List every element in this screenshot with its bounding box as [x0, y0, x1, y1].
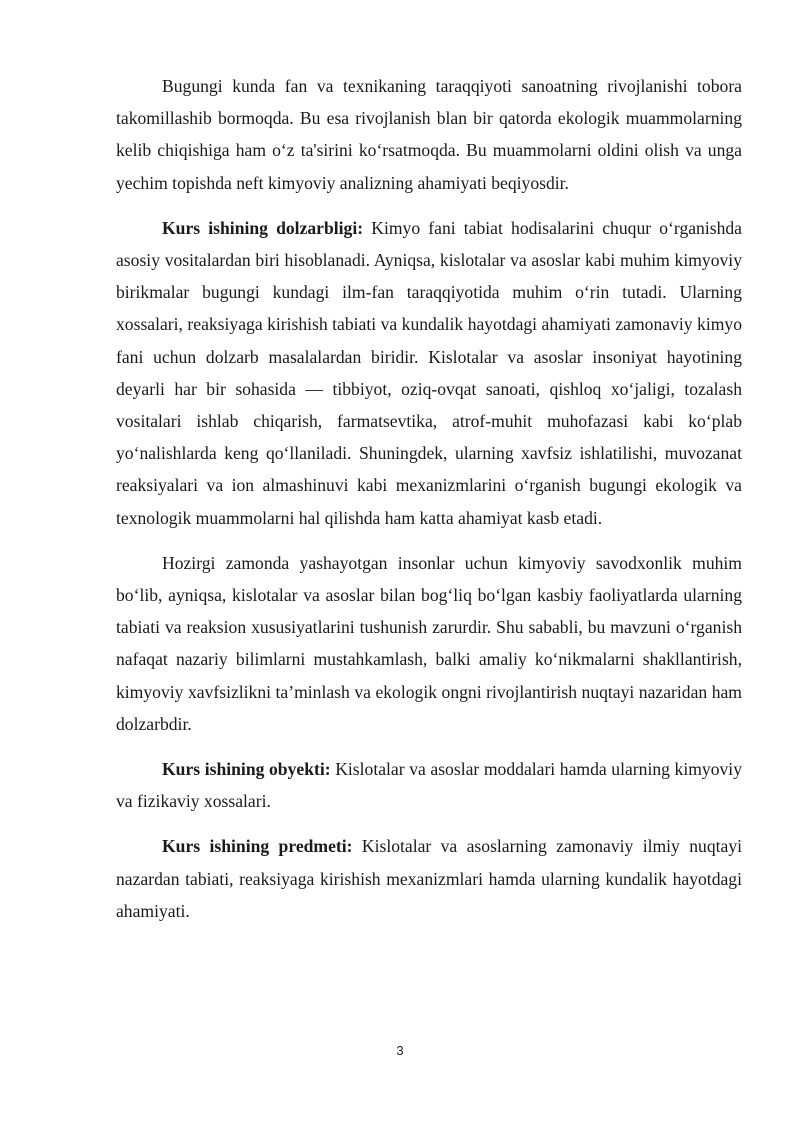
relevance-paragraph [116, 212, 742, 534]
object-paragraph [116, 753, 742, 817]
object-heading: Kurs ishining obyekti: [162, 759, 331, 780]
literacy-paragraph-text: Hozirgi zamonda yashayotgan insonlar uchun kimyoviy savodxonlik muhim bo‘lib, ayniqsa, kislotalar va asoslar bilan bog‘liq bo‘lgan kasbiy faoliyatlarda ularning tabiati va reaksion xususiyatlarini tushunish zarurdir. Shu sababli, bu mavzuni o‘rganish nafaqat nazariy bilimlarni mustahkamlash, balki amaliy ko‘nikmalarni shakllantirish, kimyoviy xavfsizlikni ta’minlash va ekologik ongni rivojlantirish nuqtayi nazaridan ham dolzarbdir. [116, 552, 742, 734]
intro-paragraph-text: Bugungi kunda fan va texnikaning taraqqiyoti sanoatning rivojlanishi tobora takomillashib bormoqda. Bu esa rivojlanish blan bir qatorda ekologik muammolarning kelib chiqishiga ham o‘z ta'sirini ko‘rsatmoqda. Bu muammolarni oldini olish va unga yechim topishda neft kimyoviy analizning ahamiyati beqiyosdir. [116, 76, 742, 193]
literacy-paragraph [116, 547, 742, 740]
intro-paragraph [116, 70, 742, 199]
relevance-heading: Kurs ishining dolzarbligi: [162, 217, 364, 238]
object-paragraph-text: Kislotalar va asoslar moddalari hamda ularning kimyoviy va fizikaviy xossalari. [116, 759, 742, 812]
subject-paragraph-text: Kislotalar va asoslarning zamonaviy ilmiy nuqtayi nazardan tabiati, reaksiyaga kirishish mexanizmlari hamda ularning kundalik hayotdagi ahamiyati. [116, 836, 742, 921]
page-number: 3 [396, 1043, 404, 1058]
subject-heading: Kurs ishining predmeti: [162, 836, 353, 857]
subject-paragraph [116, 830, 742, 927]
relevance-paragraph-text: Kimyo fani tabiat hodisalarini chuqur o‘rganishda asosiy vositalardan biri hisoblanadi. Ayniqsa, kislotalar va asoslar kabi muhim kimyoviy birikmalar bugungi kundagi ilm-fan taraqqiyotida muhim o‘rin tutadi. Ularning xossalari, reaksiyaga kirishish tabiati va kundalik hayotdagi ahamiyati zamonaviy kimyo fani uchun dolzarb masalalardan biridir. Kislotalar va asoslar insoniyat hayotining deyarli har bir sohasida — tibbiyot, oziq-ovqat sanoati, qishloq xo‘jaligi, tozalash vositalari ishlab chiqarish, farmatsevtika, atrof-muhit muhofazasi kabi ko‘plab yo‘nalishlarda keng qo‘llaniladi. Shuningdek, ularning xavfsiz ishlatilishi, muvozanat reaksiyalari va ion almashinuvi kabi mexanizmlarini o‘rganish bugungi ekologik va texnologik muammolarni hal qilishda ham katta ahamiyat kasb etadi. [116, 217, 742, 528]
document-page [116, 70, 742, 940]
